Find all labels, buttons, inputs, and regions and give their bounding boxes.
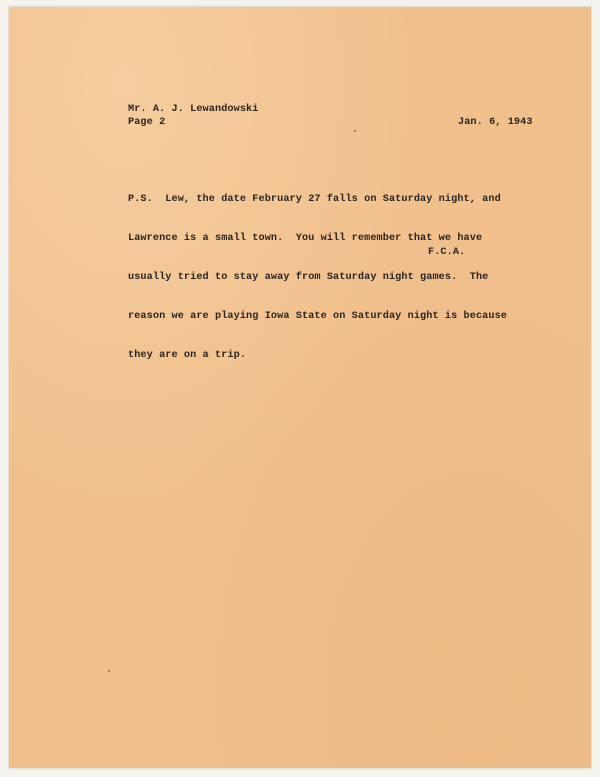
paper-speck: [354, 130, 356, 132]
signature-initials: F.C.A.: [428, 247, 466, 258]
page-number: Page 2: [128, 117, 166, 128]
letter-date: Jan. 6, 1943: [458, 117, 533, 128]
paper-speck: [108, 670, 110, 672]
postscript-line: reason we are playing Iowa State on Saturday night is because: [128, 311, 508, 322]
postscript-line: P.S. Lew, the date February 27 falls on Saturday night, and: [128, 194, 501, 205]
postscript-line: Lawrence is a small town. You will remember that we have: [128, 233, 483, 244]
postscript-paragraph: [128, 167, 507, 388]
postscript-line: usually tried to stay away from Saturday night games. The: [128, 272, 489, 283]
recipient-name: Mr. A. J. Lewandowski: [128, 104, 259, 115]
postscript-line: they are on a trip.: [128, 350, 247, 361]
